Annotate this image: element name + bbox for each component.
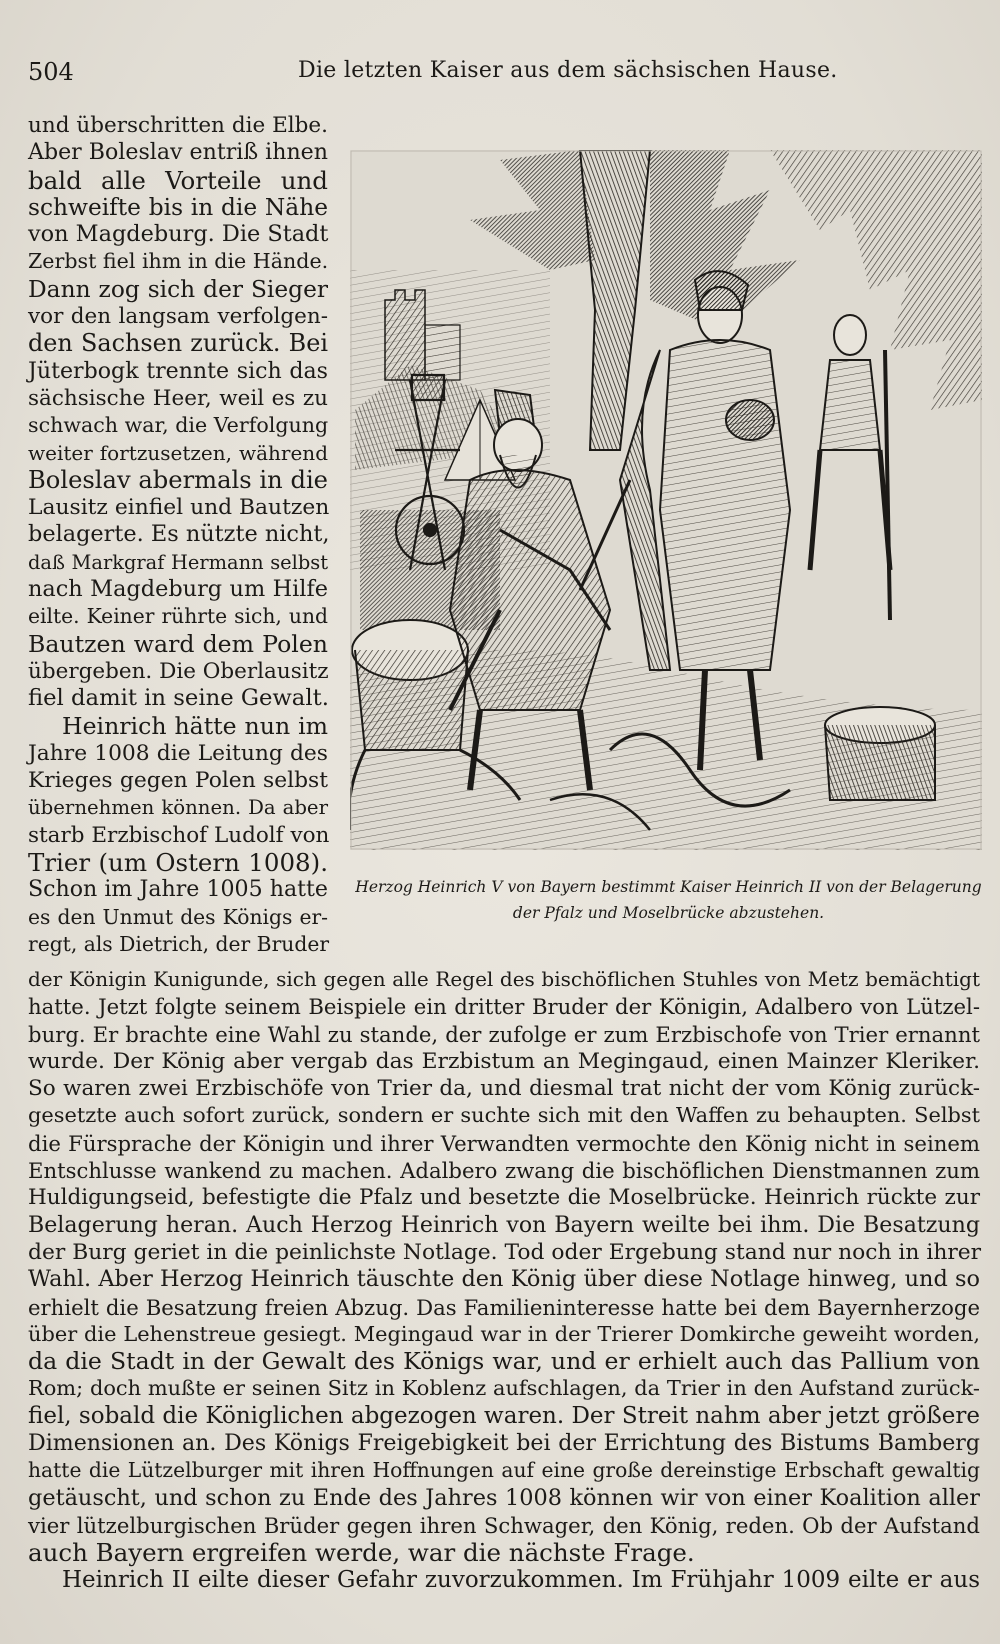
text-line: getäuscht, und schon zu Ende des Jahres 1008 können wir von einer Koalition aller [28,1484,980,1511]
text-line: daß Markgraf Hermann selbst [28,550,328,574]
text-line: Dimensionen an. Des Königs Freigebigkeit bei der Errichtung des Bistums Bamberg [28,1430,980,1457]
text-line: sächsische Heer, weil es zu [28,385,328,411]
text-line: hatte die Lützelburger mit ihren Hoffnungen auf eine große dereinstige Erbschaft gewaltig [28,1458,980,1483]
text-line: bald alle Vorteile und [28,165,328,195]
text-line: So waren zwei Erzbischöfe von Trier da, und diesmal trat nicht der vom König zurück- [28,1076,980,1102]
text-line: eilte. Keiner rührte sich, und [28,604,328,629]
text-line: Trier (um Ostern 1008). [28,848,328,878]
text-line: Heinrich II eilte dieser Gefahr zuvorzukommen. Im Frühjahr 1009 eilte er aus [62,1566,980,1593]
text-line: fiel, sobald die Königlichen abgezogen waren. Der Streit nahm aber jetzt größere [28,1402,980,1429]
text-line: Schon im Jahre 1005 hatte [28,876,328,903]
text-line: Jüterbogk trennte sich das [28,357,328,384]
text-line: nach Magdeburg um Hilfe [28,576,328,603]
text-line: weiter fortzusetzen, während [28,440,328,465]
text-line: wurde. Der König aber vergab das Erzbistum an Megingaud, einen Mainzer Kleriker. [28,1048,980,1074]
text-line: den Sachsen zurück. Bei [28,329,328,358]
text-line: der Burg geriet in die peinlichste Notlage. Tod oder Ergebung stand nur noch in ihrer [28,1239,982,1265]
text-line: der Königin Kunigunde, sich gegen alle Regel des bischöflichen Stuhles von Metz bemächtigt [28,967,980,991]
running-title: Die letzten Kaiser aus dem sächsischen Hause. [298,58,838,83]
text-line: Rom; doch mußte er seinen Sitz in Koblenz aufschlagen, da Trier in den Aufstand zurück- [28,1376,980,1401]
text-line: Bautzen ward dem Polen [28,629,328,658]
text-line: übergeben. Die Oberlausitz [28,658,329,684]
caption-line: der Pfalz und Moselbrücke abzustehen. [512,904,825,922]
text-line: Jahre 1008 die Leitung des [28,740,328,766]
figure-caption [355,874,982,926]
full-width-text [28,966,980,1594]
narrow-text-column [28,112,328,958]
text-line: auch Bayern ergreifen werde, war die nächste Frage. [28,1538,695,1568]
text-line: burg. Er brachte eine Wahl zu stande, der zufolge er zum Erzbischofe von Trier ernannt [28,1021,980,1047]
text-line: Dann zog sich der Sieger [28,275,328,303]
text-line: fiel damit in seine Gewalt. [28,685,329,712]
text-line: Belagerung heran. Auch Herzog Heinrich von Bayern weilte bei ihm. Die Besatzung [28,1211,980,1238]
text-line: vier lützelburgischen Brüder gegen ihren Schwager, den König, reden. Ob der Aufstand [28,1512,980,1538]
text-line: Boleslav abermals in die [28,465,328,494]
text-line: die Fürsprache der Königin und ihrer Verwandten vermochte den König nicht in seinem [28,1130,980,1156]
text-line: es den Unmut des Königs er- [28,904,328,929]
page-number: 504 [28,58,74,86]
text-line: Lausitz einfiel und Bautzen [28,495,330,521]
text-line: Entschlusse wankend zu machen. Adalbero zwang die bischöflichen Dienstmannen zum [28,1158,980,1184]
text-line: vor den langsam verfolgen- [28,304,328,330]
text-line: von Magdeburg. Die Stadt [28,221,329,248]
tree-stump-right-drawing [825,707,935,800]
text-line: Krieges gegen Polen selbst [28,768,328,794]
text-line: übernehmen können. Da aber [28,796,328,820]
text-line: schweifte bis in die Nähe [28,193,328,221]
text-line: gesetzte auch sofort zurück, sondern er suchte sich mit den Waffen zu behaupten. Selbst [28,1103,980,1128]
text-line: schwach war, die Verfolgung [28,413,329,438]
text-line: Huldigungseid, befestigte die Pfalz und besetzte die Moselbrücke. Heinrich rückte zur [28,1185,980,1211]
caption-line: Herzog Heinrich V von Bayern bestimmt Kaiser Heinrich II von der Belagerung [355,878,982,896]
text-line: da die Stadt in der Gewalt des Königs war, und er erhielt auch das Pallium von [28,1347,980,1376]
text-line: Zerbst fiel ihm in die Hände. [28,249,329,274]
page-header [28,58,972,92]
text-line: Wahl. Aber Herzog Heinrich täuschte den König über diese Notlage hinweg, und so [28,1266,980,1293]
text-line: Heinrich hätte nun im [62,711,328,740]
text-line: hatte. Jetzt folgte seinem Beispiele ein dritter Bruder der Königin, Adalbero von Lützel- [28,994,980,1020]
text-line: belagerte. Es nützte nicht, [28,521,330,548]
text-line: Aber Boleslav entriß ihnen [28,139,328,166]
text-line: starb Erzbischof Ludolf von [28,822,330,848]
text-line: erhielt die Besatzung freien Abzug. Das Familieninteresse hatte bei dem Bayernherzoge [28,1294,980,1320]
text-line: regt, als Dietrich, der Bruder [28,931,330,956]
illustration-figure [350,150,982,850]
text-line: und überschritten die Elbe. [28,113,328,138]
woodcut-illustration [350,150,982,850]
text-line: über die Lehenstreue gesiegt. Megingaud war in der Trierer Domkirche geweiht worden, [28,1321,980,1346]
